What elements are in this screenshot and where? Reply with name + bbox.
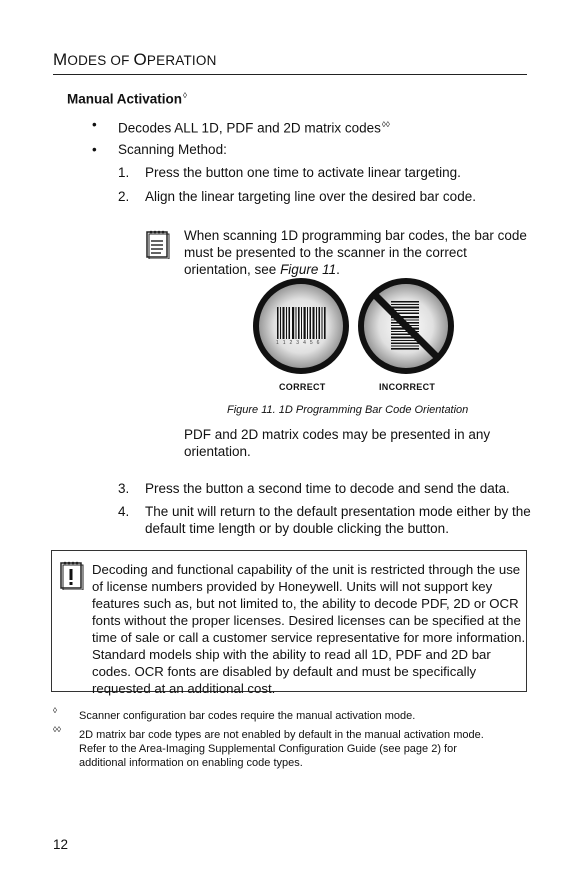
step-number: 1.	[118, 165, 130, 180]
pdf-note-line: PDF and 2D matrix codes may be presented in any	[184, 427, 491, 442]
note-text	[184, 227, 527, 278]
bullet-dot: •	[92, 117, 97, 132]
bullet-item	[118, 116, 390, 137]
correct-label: CORRECT	[279, 382, 326, 392]
footnote-text: 2D matrix bar code types are not enabled by default in the manual activation mode. Refer to the Area-Imaging Supplemental Configuration Guide (see page 2) for additional information on enabling code types.	[79, 729, 484, 769]
step-text: Press the button one time to activate linear targeting.	[145, 165, 461, 180]
page-number: 12	[53, 837, 69, 852]
step-text: The unit will return to the default presentation mode either by the default time length or by double clicking the button.	[145, 504, 531, 536]
bullet-text: Scanning Method:	[118, 142, 227, 157]
footnote-marker: ◊◊	[53, 725, 61, 734]
section-title	[67, 91, 187, 107]
figure-caption: Figure 11. 1D Programming Bar Code Orientation	[227, 404, 469, 416]
page-title	[53, 50, 217, 70]
footnote-marker: ◊◊	[381, 120, 390, 129]
note-line: When scanning 1D programming bar codes, the bar code	[184, 228, 527, 243]
step-number: 4.	[118, 504, 130, 519]
title-part: M	[53, 50, 68, 69]
note-line: orientation, see Figure 11.	[184, 262, 340, 277]
incorrect-orientation-image	[357, 277, 455, 380]
step-number: 2.	[118, 189, 130, 204]
step-text: Press the button a second time to decode and send the data.	[145, 481, 510, 496]
notice-text: Decoding and functional capability of the unit is restricted through the use of license numbers provided by Honeywell. Units will not support key features such as, but not limited to, the ability to decode PDF, 2D or OCR fonts without the proper licenses. Desired licenses can be specified at the time of sale or call a customer service representative for more information. Standard models ship with the ability to read all 1D, PDF and 2D bar codes. OCR fonts are disabled by default and must be specifically requested at an additional cost.	[92, 562, 526, 696]
note-icon	[146, 229, 170, 264]
title-part: O	[133, 50, 147, 69]
footnote-marker: ◊	[183, 91, 187, 100]
step-number: 3.	[118, 481, 130, 496]
footnote-marker: ◊	[53, 706, 57, 715]
section-title-text: Manual Activation	[67, 91, 183, 107]
step-text: Align the linear targeting line over the desired bar code.	[145, 189, 476, 204]
bullet-text: Decodes ALL 1D, PDF and 2D matrix codes	[118, 120, 381, 136]
title-part: PERATION	[146, 53, 217, 68]
footnote-text: Scanner configuration bar codes require the manual activation mode.	[79, 710, 416, 722]
note-line: must be presented to the scanner in the correct	[184, 245, 467, 260]
barcode-digits: 1 1 2 3 4 5 6	[276, 340, 321, 346]
bullet-dot: •	[92, 142, 97, 157]
figure-reference: Figure 11	[280, 262, 337, 277]
correct-orientation-image	[252, 277, 350, 380]
incorrect-label: INCORRECT	[379, 382, 436, 392]
title-part: ODES OF	[67, 53, 134, 68]
caution-icon	[60, 560, 84, 595]
title-rule	[53, 74, 527, 75]
bullet-item	[118, 141, 227, 158]
pdf-note	[184, 426, 490, 460]
pdf-note-line: orientation.	[184, 444, 251, 459]
